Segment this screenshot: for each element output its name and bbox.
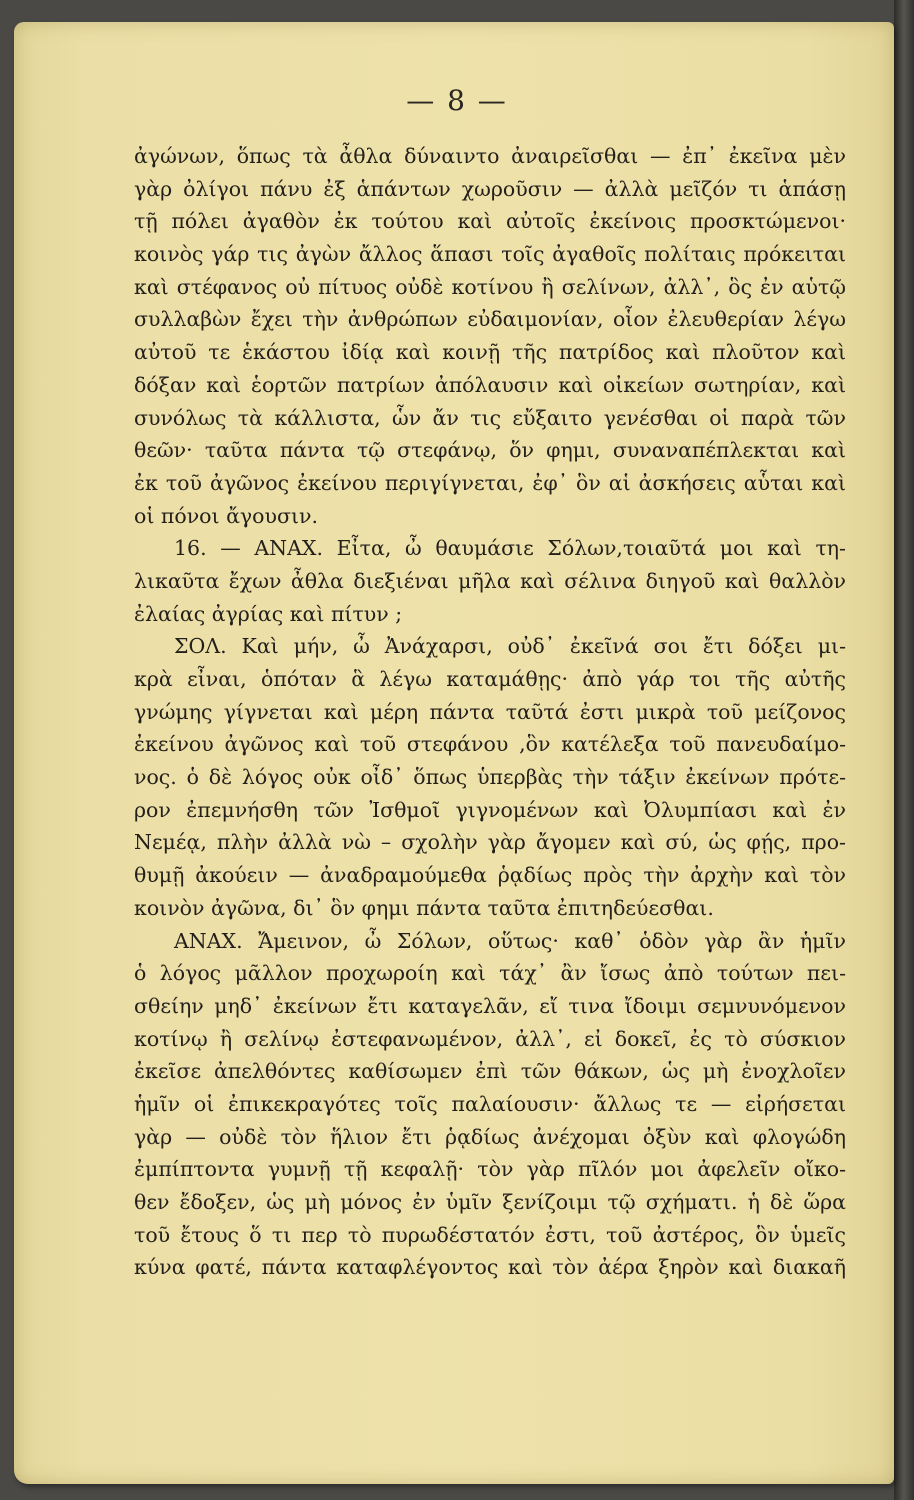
text-line: ΑΝΑΧ. Ἄμεινον, ὦ Σόλων, οὕτως· καθ᾽ ὁδὸν γὰρ ἂν ἡμῖν (174, 928, 846, 953)
text-line: κοινὸν ἀγῶνα, δι᾽ ὃν φημι πάντα ταῦτα ἐπιτηδεύεσθαι. (134, 895, 714, 920)
text-line: τῇ πόλει ἀγαθὸν ἐκ τούτου καὶ αὐτοῖς ἐκείνοις προσκτώμενοι· (134, 209, 846, 234)
text-line: κοινὸς γάρ τις ἀγὼν ἄλλος ἅπασι τοῖς ἀγαθοῖς πολίταις πρόκειται (134, 242, 846, 267)
body-text (134, 140, 846, 1284)
text-line: 16. — ΑΝΑΧ. Εἶτα, ὦ θαυμάσιε Σόλων,τοιαῦτά μοι καὶ τη- (174, 536, 846, 561)
text-line: ὁ λόγος μᾶλλον προχωροίη καὶ τάχ᾽ ἂν ἴσως ἀπὸ τούτων πει- (134, 961, 846, 986)
text-line: γνώμης γίγνεται καὶ μέρη πάντα ταῦτά ἐστι μικρὰ τοῦ μείζονος (134, 699, 846, 724)
text-line: θεῶν· ταῦτα πάντα τῷ στεφάνῳ, ὅν φημι, συναναπέπλεκται καὶ (134, 438, 846, 463)
text-line: ἐμπίπτοντα γυμνῇ τῇ κεφαλῇ· τὸν γὰρ πῖλόν μοι ἀφελεῖν οἴκο- (134, 1157, 846, 1182)
text-line: τοῦ ἔτους ὅ τι περ τὸ πυρωδέστατόν ἐστι, τοῦ ἀστέρος, ὃν ὑμεῖς (134, 1222, 846, 1247)
text-line: λικαῦτα ἔχων ἆθλα διεξιέναι μῆλα καὶ σέλινα διηγοῦ καὶ θαλλὸν (134, 568, 846, 593)
text-line: ἡμῖν οἱ ἐπικεκραγότες τοῖς παλαίουσιν· ἄλλως τε — εἰρήσεται (134, 1091, 846, 1116)
text-line: γὰρ ὀλίγοι πάνυ ἐξ ἁπάντων χωροῦσιν — ἀλλὰ μεῖζόν τι ἁπάσῃ (134, 176, 846, 201)
text-line: δόξαν καὶ ἑορτῶν πατρίων ἀπόλαυσιν καὶ οἰκείων σωτηρίαν, καὶ (134, 372, 846, 397)
text-line: ἐκείνου ἀγῶνος καὶ τοῦ στεφάνου ,ὃν κατέλεξα τοῦ πανευδαίμο- (134, 732, 846, 757)
text-line: ἀγώνων, ὅπως τὰ ἆθλα δύναιντο ἀναιρεῖσθαι — ἐπ᾽ ἐκεῖνα μὲν (134, 144, 846, 168)
text-line: κύνα φατέ, πάντα καταφλέγοντος καὶ τὸν ἀέρα ξηρὸν καὶ διακαῆ (134, 1255, 846, 1280)
text-line: συνόλως τὰ κάλλιστα, ὧν ἄν τις εὔξαιτο γενέσθαι οἱ παρὰ τῶν (134, 405, 846, 430)
text-line: κρὰ εἶναι, ὁπόταν ἃ λέγω καταμάθῃς· ἀπὸ γάρ τοι τῆς αὐτῆς (134, 667, 846, 691)
text-line: ἐκεῖσε ἀπελθόντες καθίσωμεν ἐπὶ τῶν θάκων, ὡς μὴ ἐνοχλοῖεν (134, 1059, 846, 1084)
text-line: σθείην μηδ᾽ ἐκείνων ἔτι καταγελᾶν, εἴ τινα ἴδοιμι σεμνυνόμενον (134, 993, 846, 1018)
text-line: Νεμέᾳ, πλὴν ἀλλὰ νὼ – σχολὴν γὰρ ἄγομεν καὶ σύ, ὡς φῄς, προ- (134, 830, 846, 855)
text-line: ἐλαίας ἀγρίας καὶ πίτυν ; (134, 601, 403, 626)
text-line: γὰρ — οὐδὲ τὸν ἥλιον ἔτι ῥᾳδίως ἀνέχομαι ὀξὺν καὶ φλογώδη (134, 1124, 846, 1149)
text-line: ἐκ τοῦ ἀγῶνος ἐκείνου περιγίγνεται, ἐφ᾽ ὃν αἱ ἀσκήσεις αὗται καὶ (134, 470, 846, 495)
text-line: αὐτοῦ τε ἑκάστου ἰδίᾳ καὶ κοινῇ τῆς πατρίδος καὶ πλοῦτον καὶ (134, 340, 846, 365)
book-spine (894, 0, 914, 1500)
text-line: καὶ στέφανος οὐ πίτυος οὐδὲ κοτίνου ἢ σελίνων, ἀλλ᾽, ὃς ἐν αὑτῷ (134, 274, 846, 299)
text-line: κοτίνῳ ἢ σελίνῳ ἐστεφανωμένον, ἀλλ᾽, εἰ δοκεῖ, ἐς τὸ σύσκιον (134, 1026, 846, 1051)
text-line: θυμῇ ἀκούειν — ἀναδραμούμεθα ῥᾳδίως πρὸς τὴν ἀρχὴν καὶ τὸν (134, 863, 846, 888)
page-number-header: — 8 — (406, 84, 508, 117)
text-line: οἱ πόνοι ἄγουσιν. (134, 503, 318, 528)
text-line: συλλαβὼν ἔχει τὴν ἀνθρώπων εὐδαιμονίαν, οἷον ἐλευθερίαν λέγω (134, 307, 846, 332)
text-line: ρον ἐπεμνήσθη τῶν Ἰσθμοῖ γιγνομένων καὶ Ὀλυμπίασι καὶ ἐν (134, 797, 846, 822)
text-line: θεν ἔδοξεν, ὡς μὴ μόνος ἐν ὑμῖν ξενίζοιμι τῷ σχήματι. ἡ δὲ ὥρα (134, 1190, 846, 1214)
text-line: νος. ὁ δὲ λόγος οὐκ οἶδ᾽ ὅπως ὑπερβὰς τὴν τάξιν ἐκείνων πρότε- (134, 765, 846, 790)
text-line: ΣΟΛ. Καὶ μήν, ὦ Ἀνάχαρσι, οὐδ᾽ ἐκεῖνά σοι ἔτι δόξει μι- (174, 634, 846, 659)
